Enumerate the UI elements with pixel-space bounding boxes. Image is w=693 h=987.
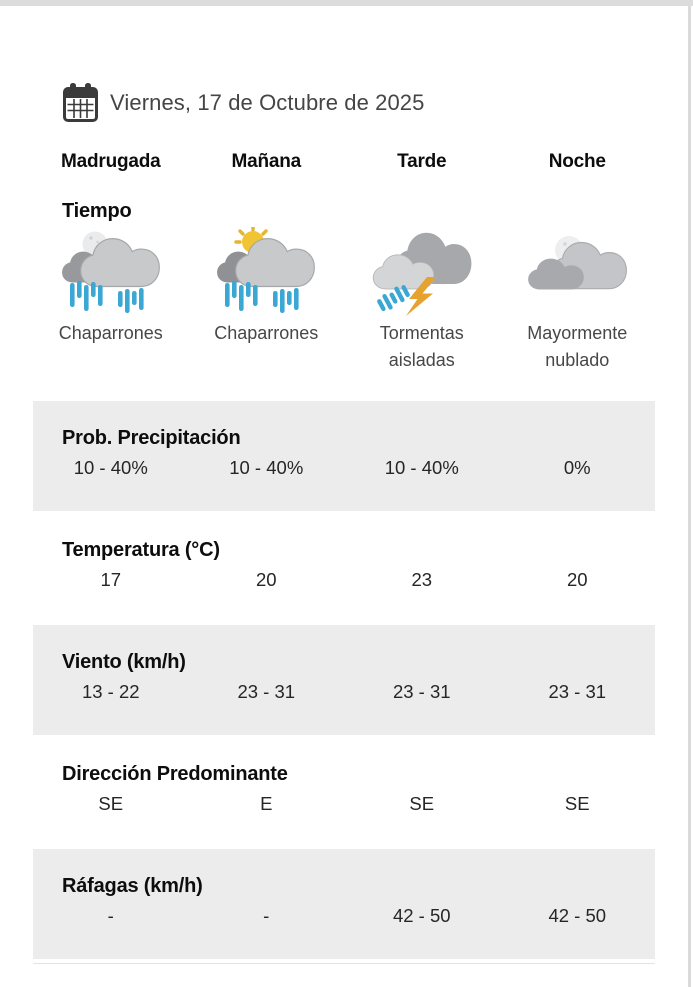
- value-cell: SE: [98, 793, 124, 814]
- section-values-row: [33, 457, 655, 479]
- section-gusts: [33, 849, 655, 959]
- section-label: Dirección Predominante: [62, 763, 288, 785]
- value-cell: 42 - 50: [548, 905, 607, 926]
- column-header-madrugada: Madrugada: [60, 151, 161, 172]
- value-cell: 23: [411, 569, 433, 590]
- value-cell: 0%: [563, 457, 591, 478]
- value-cell: -: [107, 905, 114, 926]
- tiempo-section-label: Tiempo: [62, 200, 132, 222]
- column-header-manana: Mañana: [231, 151, 302, 172]
- section-label: Temperatura (°C): [62, 539, 220, 561]
- value-cell: 10 - 40%: [73, 457, 148, 478]
- value-cell: 23 - 31: [237, 681, 296, 702]
- value-cell: SE: [409, 793, 435, 814]
- top-border-bar: [0, 0, 693, 6]
- calendar-icon: [62, 83, 99, 123]
- weather-caption: Chaparrones: [58, 323, 163, 343]
- weather-caption: Mayormente nublado: [527, 323, 628, 370]
- value-cell: 10 - 40%: [229, 457, 304, 478]
- value-cell: 10 - 40%: [384, 457, 459, 478]
- date-row: [62, 83, 655, 123]
- date-label: Viernes, 17 de Octubre de 2025: [110, 90, 425, 115]
- weather-caption: Chaparrones: [214, 323, 319, 343]
- weather-captions-row: [33, 320, 655, 374]
- value-cell: 42 - 50: [392, 905, 451, 926]
- value-cell: SE: [564, 793, 590, 814]
- section-label: Viento (km/h): [62, 651, 186, 673]
- column-header-row: [33, 151, 655, 173]
- section-values-row: [33, 905, 655, 927]
- value-cell: 20: [566, 569, 588, 590]
- forecast-sections: [33, 401, 655, 964]
- bottom-divider: [33, 963, 655, 964]
- section-values-row: [33, 681, 655, 703]
- weather-icons-row: [33, 227, 655, 317]
- forecast-panel: [0, 83, 693, 964]
- isolated-thunderstorms-icon: [372, 227, 472, 317]
- right-border-line: [688, 6, 691, 987]
- value-cell: 23 - 31: [392, 681, 451, 702]
- value-cell: 23 - 31: [548, 681, 607, 702]
- section-precipitation: [33, 401, 655, 511]
- section-values-row: [33, 569, 655, 591]
- section-label: Prob. Precipitación: [62, 427, 241, 449]
- weather-caption: Tormentas aisladas: [379, 323, 464, 370]
- value-cell: 13 - 22: [81, 681, 140, 702]
- section-wind-direction: [33, 737, 655, 847]
- section-temperature: [33, 513, 655, 623]
- mostly-cloudy-night-icon: [527, 227, 627, 317]
- column-header-noche: Noche: [548, 151, 606, 172]
- column-header-tarde: Tarde: [397, 151, 447, 172]
- showers-night-icon: [61, 227, 161, 317]
- value-cell: 20: [255, 569, 277, 590]
- section-values-row: [33, 793, 655, 815]
- value-cell: E: [260, 793, 273, 814]
- value-cell: 17: [100, 569, 122, 590]
- section-label: Ráfagas (km/h): [62, 875, 203, 897]
- value-cell: -: [263, 905, 270, 926]
- showers-day-icon: [216, 227, 316, 317]
- section-wind: [33, 625, 655, 735]
